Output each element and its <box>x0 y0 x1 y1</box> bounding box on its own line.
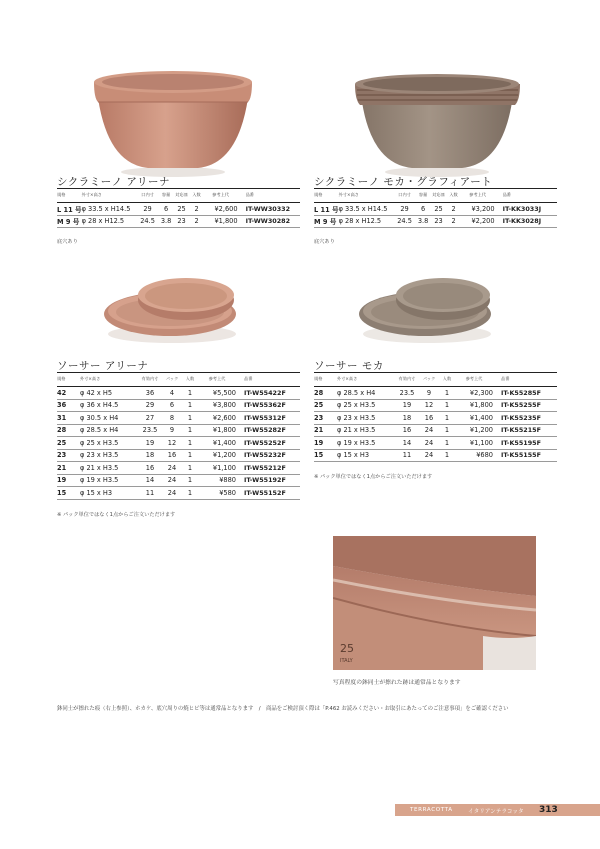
capacity-cell: 6 <box>416 203 431 216</box>
qty-cell: 2 <box>190 203 204 216</box>
pack-cell: 24 <box>419 449 439 462</box>
col-header: 容量 <box>159 189 174 203</box>
inner-cell: 36 <box>138 387 162 400</box>
inner-cell: 23.5 <box>395 387 419 400</box>
table-row <box>314 412 557 425</box>
moca-saucer-note: ※ パック単位ではなく1点からご注文いただけます <box>314 474 433 480</box>
qty-cell: 2 <box>447 215 461 228</box>
size-cell: L 11 号 <box>57 203 82 216</box>
size-cell: 25 <box>314 399 337 412</box>
inner-cell: 29 <box>394 203 416 216</box>
price-cell: ¥1,400 <box>455 412 493 425</box>
table-row <box>314 424 557 437</box>
dim-cell: φ 19 x H3.5 <box>80 474 138 487</box>
inner-cell: 24.5 <box>137 215 159 228</box>
code-cell: IT-W55192F <box>236 474 300 487</box>
dim-cell: φ 25 x H3.5 <box>337 399 395 412</box>
arina-pot-title: シクラミーノ アリーナ <box>57 176 170 188</box>
qty-cell: 1 <box>182 487 198 500</box>
qty-cell: 1 <box>439 424 455 437</box>
arina-saucer-title: ソーサー アリーナ <box>57 360 149 372</box>
qty-cell: 1 <box>182 399 198 412</box>
qty-cell: 1 <box>182 449 198 462</box>
pack-cell: 9 <box>162 424 182 437</box>
qty-cell: 1 <box>182 462 198 475</box>
inner-cell: 14 <box>138 474 162 487</box>
pack-cell: 24 <box>162 474 182 487</box>
qty-cell: 1 <box>182 437 198 450</box>
qty-cell: 1 <box>439 437 455 450</box>
price-cell: ¥1,200 <box>455 424 493 437</box>
size-cell: 21 <box>314 424 337 437</box>
dish-cell: 23 <box>174 215 190 228</box>
col-header: 品番 <box>493 373 557 387</box>
dim-cell: φ 23 x H3.5 <box>80 449 138 462</box>
moca-pot-table <box>314 188 557 228</box>
col-header: 容量 <box>416 189 431 203</box>
page-number: 313 <box>539 805 558 815</box>
closeup-number: 25 <box>340 642 354 655</box>
inner-cell: 16 <box>138 462 162 475</box>
col-header: 規格 <box>57 373 80 387</box>
inner-cell: 19 <box>395 399 419 412</box>
price-cell: ¥2,600 <box>198 412 236 425</box>
capacity-cell: 3.8 <box>416 215 431 228</box>
size-cell: 36 <box>57 399 80 412</box>
moca-saucer-table <box>314 372 557 462</box>
table-row <box>314 449 557 462</box>
col-header: 口内寸 <box>394 189 416 203</box>
qty-cell: 1 <box>439 412 455 425</box>
pack-cell: 24 <box>162 462 182 475</box>
qty-cell: 1 <box>439 399 455 412</box>
col-header: 外寸×高さ <box>80 373 138 387</box>
code-cell: IT-K55195F <box>493 437 557 450</box>
inner-cell: 11 <box>395 449 419 462</box>
code-cell: IT-KK3033J <box>495 203 557 216</box>
size-cell: 23 <box>57 449 80 462</box>
inner-cell: 16 <box>395 424 419 437</box>
dim-cell: φ 28.5 x H4 <box>80 424 138 437</box>
code-cell: IT-W55252F <box>236 437 300 450</box>
code-cell: IT-W55212F <box>236 462 300 475</box>
price-cell: ¥2,200 <box>461 215 495 228</box>
dim-cell: φ 33.5 x H14.5 <box>82 203 137 216</box>
col-header: 参考上代 <box>198 373 236 387</box>
qty-cell: 1 <box>182 424 198 437</box>
inner-cell: 29 <box>138 399 162 412</box>
col-header: 参考上代 <box>461 189 495 203</box>
dim-cell: φ 28 x H12.5 <box>82 215 137 228</box>
price-cell: ¥880 <box>198 474 236 487</box>
size-cell: M 9 号 <box>314 215 339 228</box>
code-cell: IT-K55285F <box>493 387 557 400</box>
table-row <box>57 474 300 487</box>
pack-cell: 6 <box>162 399 182 412</box>
pack-cell: 12 <box>162 437 182 450</box>
col-header: 入数 <box>447 189 461 203</box>
dim-cell: φ 21 x H3.5 <box>80 462 138 475</box>
col-header: 規格 <box>314 373 337 387</box>
col-header: 外寸×高さ <box>337 373 395 387</box>
size-cell: 28 <box>314 387 337 400</box>
qty-cell: 1 <box>439 387 455 400</box>
pack-cell: 16 <box>162 449 182 462</box>
inner-cell: 24.5 <box>394 215 416 228</box>
code-cell: IT-W55282F <box>236 424 300 437</box>
code-cell: IT-KK3028J <box>495 215 557 228</box>
size-cell: 31 <box>57 412 80 425</box>
table-row <box>57 487 300 500</box>
col-header: 対応皿 <box>174 189 190 203</box>
col-header: 口内寸 <box>137 189 159 203</box>
pack-cell: 24 <box>419 424 439 437</box>
size-cell: 15 <box>57 487 80 500</box>
qty-cell: 2 <box>447 203 461 216</box>
col-header: 規格 <box>314 189 339 203</box>
price-cell: ¥1,800 <box>204 215 238 228</box>
price-cell: ¥5,500 <box>198 387 236 400</box>
price-cell: ¥1,400 <box>198 437 236 450</box>
col-header: 対応皿 <box>431 189 447 203</box>
price-cell: ¥680 <box>455 449 493 462</box>
size-cell: 19 <box>314 437 337 450</box>
footer-category: イタリアンテラコッタ <box>468 809 524 815</box>
qty-cell: 1 <box>182 412 198 425</box>
table-row <box>57 437 300 450</box>
code-cell: IT-W55152F <box>236 487 300 500</box>
dim-cell: φ 28.5 x H4 <box>337 387 395 400</box>
table-row <box>57 399 300 412</box>
qty-cell: 1 <box>182 387 198 400</box>
pack-cell: 8 <box>162 412 182 425</box>
col-header: 品番 <box>495 189 557 203</box>
moca-saucer-image <box>355 262 500 346</box>
arina-pot-note: 底穴あり <box>57 239 78 245</box>
table-row <box>57 387 300 400</box>
inner-cell: 23.5 <box>138 424 162 437</box>
capacity-cell: 3.8 <box>159 215 174 228</box>
arina-pot-image <box>88 68 258 180</box>
dim-cell: φ 42 x H5 <box>80 387 138 400</box>
moca-saucer-title: ソーサー モカ <box>314 360 384 372</box>
dim-cell: φ 36 x H4.5 <box>80 399 138 412</box>
size-cell: L 11 号 <box>314 203 339 216</box>
code-cell: IT-W55232F <box>236 449 300 462</box>
arina-saucer-table <box>57 372 300 500</box>
price-cell: ¥1,100 <box>455 437 493 450</box>
col-header: パック <box>162 373 182 387</box>
closeup-caption: 写真程度の鉢同士が擦れた跡は通常品となります <box>333 680 461 686</box>
code-cell: IT-WW30282 <box>238 215 300 228</box>
size-cell: 15 <box>314 449 337 462</box>
price-cell: ¥3,800 <box>198 399 236 412</box>
inner-cell: 29 <box>137 203 159 216</box>
col-header: 品番 <box>236 373 300 387</box>
size-cell: 19 <box>57 474 80 487</box>
col-header: 有効内寸 <box>138 373 162 387</box>
code-cell: IT-K55255F <box>493 399 557 412</box>
code-cell: IT-K55215F <box>493 424 557 437</box>
price-cell: ¥1,100 <box>198 462 236 475</box>
qty-cell: 1 <box>439 449 455 462</box>
inner-cell: 11 <box>138 487 162 500</box>
size-cell: 28 <box>57 424 80 437</box>
table-row <box>314 399 557 412</box>
col-header: 入数 <box>439 373 455 387</box>
code-cell: IT-K55155F <box>493 449 557 462</box>
price-cell: ¥1,800 <box>198 424 236 437</box>
capacity-cell: 6 <box>159 203 174 216</box>
moca-pot-note: 底穴あり <box>314 239 335 245</box>
price-cell: ¥580 <box>198 487 236 500</box>
pack-cell: 12 <box>419 399 439 412</box>
col-header: 参考上代 <box>455 373 493 387</box>
col-header: 有効内寸 <box>395 373 419 387</box>
moca-pot-title: シクラミーノ モカ・グラフィアート <box>314 176 493 188</box>
code-cell: IT-W55422F <box>236 387 300 400</box>
size-cell: 23 <box>314 412 337 425</box>
col-header: 参考上代 <box>204 189 238 203</box>
table-row <box>57 412 300 425</box>
table-row <box>57 424 300 437</box>
table-row <box>314 203 557 216</box>
size-cell: 25 <box>57 437 80 450</box>
col-header: 規格 <box>57 189 82 203</box>
table-row <box>57 462 300 475</box>
code-cell: IT-WW30332 <box>238 203 300 216</box>
dim-cell: φ 28 x H12.5 <box>339 215 394 228</box>
code-cell: IT-W55312F <box>236 412 300 425</box>
price-cell: ¥1,800 <box>455 399 493 412</box>
code-cell: IT-W55362F <box>236 399 300 412</box>
dish-cell: 25 <box>174 203 190 216</box>
col-header: 入数 <box>182 373 198 387</box>
inner-cell: 18 <box>138 449 162 462</box>
pack-cell: 9 <box>419 387 439 400</box>
price-cell: ¥2,600 <box>204 203 238 216</box>
pack-cell: 16 <box>419 412 439 425</box>
pack-cell: 24 <box>419 437 439 450</box>
pack-cell: 4 <box>162 387 182 400</box>
arina-saucer-image <box>100 262 245 346</box>
table-row <box>57 203 300 216</box>
price-cell: ¥3,200 <box>461 203 495 216</box>
dim-cell: φ 19 x H3.5 <box>337 437 395 450</box>
inner-cell: 18 <box>395 412 419 425</box>
size-cell: M 9 号 <box>57 215 82 228</box>
dim-cell: φ 15 x H3 <box>80 487 138 500</box>
size-cell: 21 <box>57 462 80 475</box>
moca-pot-image <box>350 72 525 180</box>
col-header: 外寸×高さ <box>339 189 394 203</box>
col-header: 入数 <box>190 189 204 203</box>
col-header: パック <box>419 373 439 387</box>
table-row <box>314 387 557 400</box>
table-row <box>314 215 557 228</box>
inner-cell: 19 <box>138 437 162 450</box>
inner-cell: 14 <box>395 437 419 450</box>
price-cell: ¥2,300 <box>455 387 493 400</box>
closeup-photo <box>333 536 536 670</box>
pack-cell: 24 <box>162 487 182 500</box>
price-cell: ¥1,200 <box>198 449 236 462</box>
table-row <box>314 437 557 450</box>
col-header: 外寸×高さ <box>82 189 137 203</box>
dim-cell: φ 25 x H3.5 <box>80 437 138 450</box>
col-header: 品番 <box>238 189 300 203</box>
dish-cell: 25 <box>431 203 447 216</box>
arina-pot-table <box>57 188 300 228</box>
qty-cell: 1 <box>182 474 198 487</box>
table-row <box>57 215 300 228</box>
qty-cell: 2 <box>190 215 204 228</box>
footnote: 鉢同士が擦れた痕（右上参照）、ホカケ、底穴周りの焼ヒビ等は通常品となります / 商品をご検討頂く際は「P.462 お読みください・お取引にあたってのご注意事項」をご確認ください <box>57 706 509 712</box>
dim-cell: φ 23 x H3.5 <box>337 412 395 425</box>
dim-cell: φ 30.5 x H4 <box>80 412 138 425</box>
size-cell: 42 <box>57 387 80 400</box>
table-row <box>57 449 300 462</box>
code-cell: IT-K55235F <box>493 412 557 425</box>
footer-brand: TERRACOTTA <box>410 807 453 813</box>
dim-cell: φ 21 x H3.5 <box>337 424 395 437</box>
dish-cell: 23 <box>431 215 447 228</box>
dim-cell: φ 33.5 x H14.5 <box>339 203 394 216</box>
inner-cell: 27 <box>138 412 162 425</box>
arina-saucer-note: ※ パック単位ではなく1点からご注文いただけます <box>57 512 176 518</box>
dim-cell: φ 15 x H3 <box>337 449 395 462</box>
closeup-mark: ITALY <box>340 658 353 664</box>
